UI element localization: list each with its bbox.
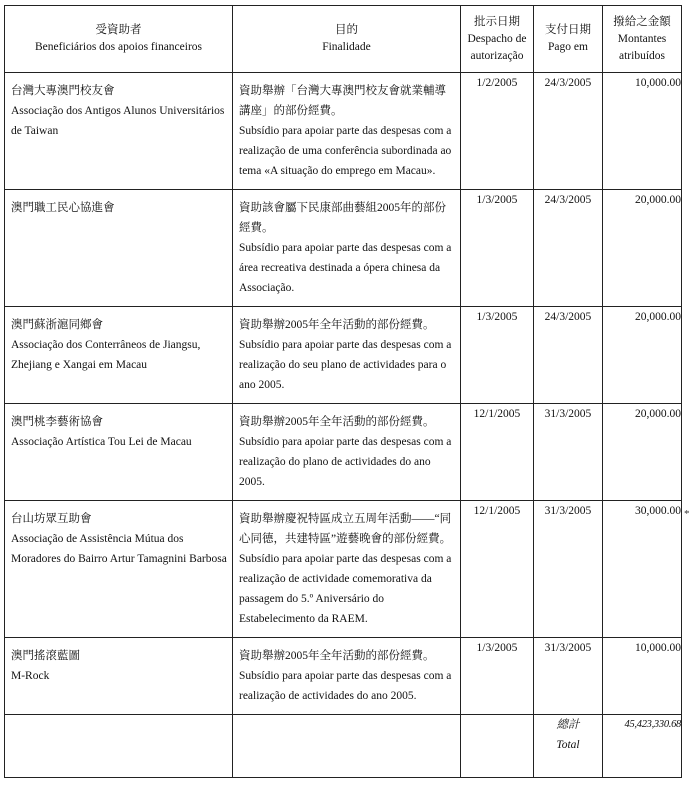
amount-cell: 20,000.00 xyxy=(603,404,682,501)
table-row xyxy=(5,501,682,638)
table-row xyxy=(5,190,682,307)
payment-date: 31/3/2005 xyxy=(534,501,603,638)
total-label: 總計 Total xyxy=(534,715,603,778)
amount-cell: 10,000.00 xyxy=(603,73,682,190)
beneficiary-cell xyxy=(5,404,233,501)
amount-cell: 30,000.00 xyxy=(603,501,682,638)
table-row xyxy=(5,307,682,404)
header-beneficiary: 受資助者 Beneficiários dos apoios financeiros xyxy=(5,6,233,73)
total-empty-cell xyxy=(5,715,233,778)
purpose-zh: 資助舉辦慶祝特區成立五周年活動——“同心同德，共建特區”遊藝晚會的部份經費。 xyxy=(239,513,452,545)
grants-table xyxy=(4,5,682,778)
table-row xyxy=(5,73,682,190)
authorization-date: 12/1/2005 xyxy=(461,404,534,501)
purpose-pt: Subsídio para apoiar parte das despesas com a realização de uma conferência subordinada ao tema «A situação do emprego em Macau». xyxy=(239,125,452,177)
payment-date: 31/3/2005 xyxy=(534,404,603,501)
purpose-cell xyxy=(233,307,461,404)
purpose-cell xyxy=(233,73,461,190)
beneficiary-cell xyxy=(5,73,233,190)
table-row xyxy=(5,404,682,501)
total-amount: 45,423,330.68 xyxy=(603,715,682,778)
beneficiary-zh: 澳門蘇浙滬同鄉會 xyxy=(11,319,103,331)
beneficiary-zh: 台山坊眾互助會 xyxy=(11,513,92,525)
purpose-cell xyxy=(233,404,461,501)
purpose-zh: 資助舉辦「台灣大專澳門校友會就業輔導講座」的部份經費。 xyxy=(239,85,446,117)
total-empty-cell xyxy=(233,715,461,778)
beneficiary-cell xyxy=(5,190,233,307)
beneficiary-zh: 澳門搖滾藍圖 xyxy=(11,650,80,662)
header-payment-date: 支付日期 Pago em xyxy=(534,6,603,73)
beneficiary-cell xyxy=(5,501,233,638)
header-purpose: 目的 Finalidade xyxy=(233,6,461,73)
beneficiary-cell xyxy=(5,638,233,715)
amount-cell: 10,000.00 xyxy=(603,638,682,715)
beneficiary-pt: Associação dos Conterrâneos de Jiangsu, Zhejiang e Xangai em Macau xyxy=(11,339,201,371)
purpose-pt: Subsídio para apoiar parte das despesas com a realização do plano de actividades do ano 2005. xyxy=(239,436,452,488)
table-row xyxy=(5,638,682,715)
beneficiary-pt: Associação Artística Tou Lei de Macau xyxy=(11,436,192,448)
payment-date: 24/3/2005 xyxy=(534,190,603,307)
header-amount: 撥給之金額 Montantes atribuídos xyxy=(603,6,682,73)
purpose-pt: Subsídio para apoiar parte das despesas com a realização de actividade comemorativa da passagem do 5.º Aniversário do Estabelecimento da RAEM. xyxy=(239,553,452,625)
beneficiary-cell xyxy=(5,307,233,404)
payment-date: 31/3/2005 xyxy=(534,638,603,715)
purpose-pt: Subsídio para apoiar parte das despesas com a área recreativa destinada a ópera chinesa da Associação. xyxy=(239,242,452,294)
purpose-pt: Subsídio para apoiar parte das despesas com a realização do seu plano de actividades para o ano 2005. xyxy=(239,339,452,391)
authorization-date: 1/2/2005 xyxy=(461,73,534,190)
purpose-cell xyxy=(233,501,461,638)
amount-cell: 20,000.00 xyxy=(603,190,682,307)
total-row xyxy=(5,715,682,778)
purpose-pt: Subsídio para apoiar parte das despesas com a realização de actividades do ano 2005. xyxy=(239,670,452,702)
purpose-cell xyxy=(233,638,461,715)
amount-cell: 20,000.00 xyxy=(603,307,682,404)
purpose-zh: 資助舉辦2005年全年活動的部份經費。 xyxy=(239,650,435,662)
payment-date: 24/3/2005 xyxy=(534,307,603,404)
header-authorization-date: 批示日期 Despacho de autorização xyxy=(461,6,534,73)
table-header-row xyxy=(5,6,682,73)
authorization-date: 1/3/2005 xyxy=(461,190,534,307)
purpose-zh: 資助該會屬下民康部曲藝組2005年的部份經費。 xyxy=(239,202,446,234)
beneficiary-pt: M-Rock xyxy=(11,670,50,682)
total-empty-cell xyxy=(461,715,534,778)
authorization-date: 1/3/2005 xyxy=(461,638,534,715)
beneficiary-zh: 澳門桃李藝術協會 xyxy=(11,416,103,428)
purpose-cell xyxy=(233,190,461,307)
payment-date: 24/3/2005 xyxy=(534,73,603,190)
margin-mark: * xyxy=(684,508,690,520)
beneficiary-zh: 澳門職工民心協進會 xyxy=(11,202,115,214)
purpose-zh: 資助舉辦2005年全年活動的部份經費。 xyxy=(239,416,435,428)
beneficiary-pt: Associação de Assistência Mútua dos Moradores do Bairro Artur Tamagnini Barbosa xyxy=(11,533,227,565)
beneficiary-pt: Associação dos Antigos Alunos Universitários de Taiwan xyxy=(11,105,225,137)
authorization-date: 12/1/2005 xyxy=(461,501,534,638)
purpose-zh: 資助舉辦2005年全年活動的部份經費。 xyxy=(239,319,435,331)
beneficiary-zh: 台灣大專澳門校友會 xyxy=(11,85,115,97)
authorization-date: 1/3/2005 xyxy=(461,307,534,404)
